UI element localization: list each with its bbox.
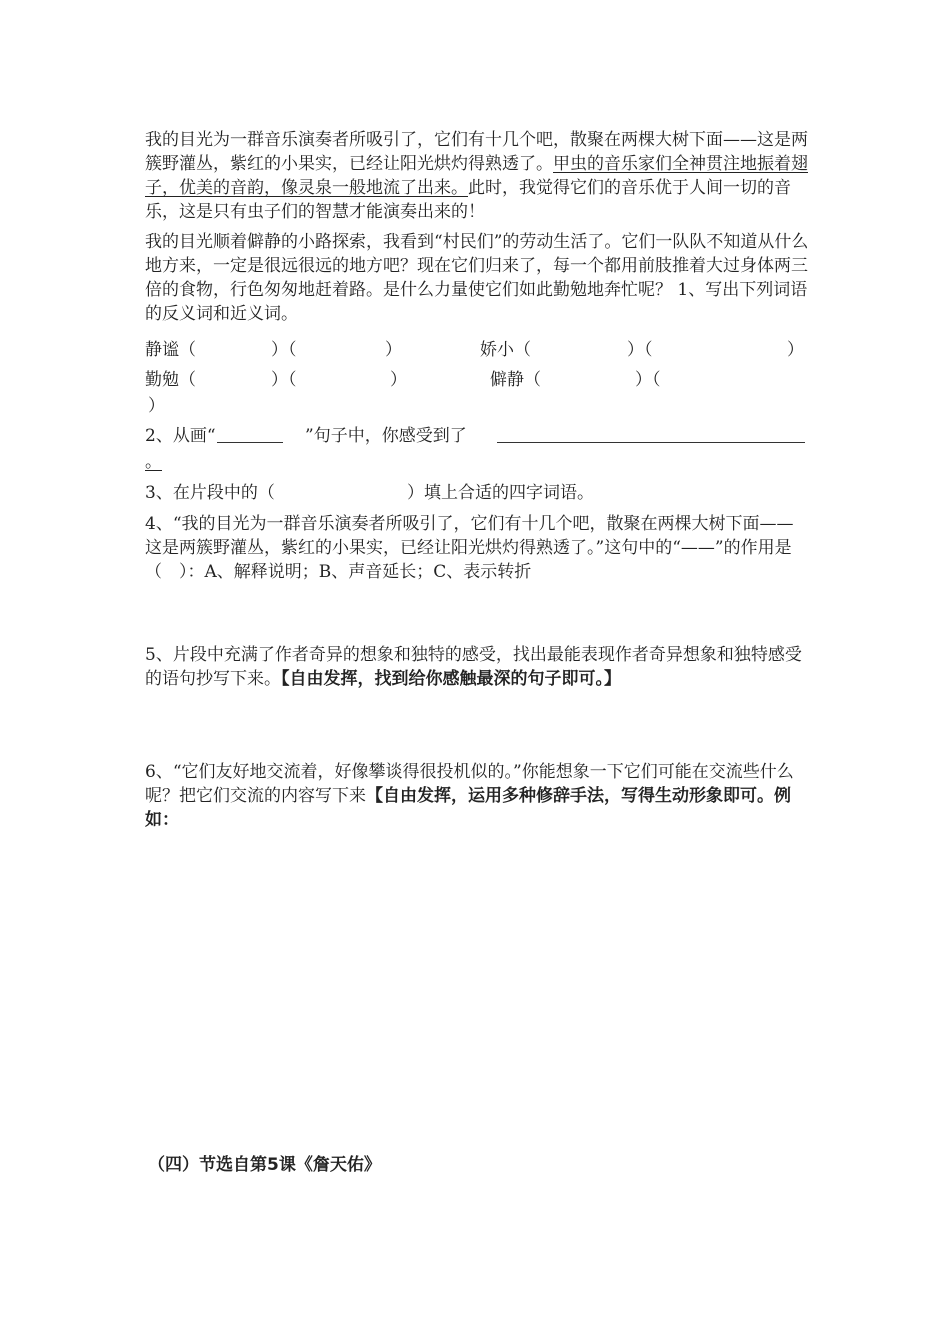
question-4: 4、“我的目光为一群音乐演奏者所吸引了，它们有十几个吧，散聚在两棵大树下面——这是两簇野灌丛，紫红的小果实，已经让阳光烘灼得熟透了。”这句中的“——”的作用是（ ）：A、解释说明；B、声音延长；C、表示转折	[145, 514, 794, 582]
q1-word: 娇小（	[480, 340, 531, 360]
q1-paren: ）	[787, 340, 804, 360]
q2-blank-short[interactable]	[217, 424, 283, 443]
q2-end: 。	[145, 452, 162, 472]
q1-row-2-wrap	[145, 394, 810, 418]
passage-text: 我的目光顺着僻静的小路探索，我看到“村民们”的劳动生活了。它们一队队不知道从什么地方来，一定是很远很远的地方吧？现在它们归来了，每一个都用前肢推着大过身体两三倍的食物，行色匆匆地赶着路。是什么力量使它们如此勤勉地奔忙呢？ 1、写出下列词语的反义词和近义词。	[145, 232, 809, 324]
q1-paren: ）	[385, 340, 402, 360]
q1-paren: ）（	[635, 370, 661, 390]
q2-blank-long[interactable]	[497, 424, 805, 443]
question-2	[145, 424, 810, 448]
q1-paren: ）（	[271, 340, 297, 360]
underlined-sentence: 甲虫的音乐家们全神贯注地振着翅子，优美的音韵，像灵泉一般地流了出来。	[145, 154, 808, 198]
passage-paragraph-2	[145, 230, 810, 326]
passage-text: 此时，我觉得它们的音乐优于人间一切的音乐，这是只有虫子们的智慧才能演奏出来的！	[145, 178, 791, 222]
q1-row-1	[145, 338, 810, 362]
q1-paren: ）（	[627, 340, 653, 360]
q6-answer: 【自由发挥，运用多种修辞手法，写得生动形象即可。例如：	[145, 786, 791, 830]
q1-paren: ）（	[271, 370, 297, 390]
q1-word: 僻静（	[490, 370, 541, 390]
question-5	[145, 643, 810, 691]
q1-word: 勤勉（	[145, 370, 196, 390]
passage-paragraph-1	[145, 128, 810, 224]
section-4-title: （四）节选自第5课《詹天佑》	[148, 1155, 381, 1175]
q5-text: 5、片段中充满了作者奇异的想象和独特的感受，找出最能表现作者奇异想象和独特感受的语句抄写下来。	[145, 645, 802, 689]
question-3	[145, 481, 810, 505]
q5-answer: 【自由发挥，找到给你感触最深的句子即可。】	[281, 669, 621, 689]
passage-text: 我的目光为一群音乐演奏者所吸引了，它们有十几个吧，散聚在两棵大树下面——这是两簇野灌丛，紫红的小果实，已经让阳光烘灼得熟透了。	[145, 130, 808, 174]
q1-paren: ）	[148, 396, 165, 416]
q3-suffix: ）填上合适的四字词语。	[407, 483, 594, 503]
q1-word: 静谧（	[145, 340, 196, 360]
q3-prefix: 3、在片段中的（	[145, 483, 275, 503]
q6-text: 6、“它们友好地交流着，好像攀谈得很投机似的。”你能想象一下它们可能在交流些什么呢？把它们交流的内容写下来	[145, 762, 794, 806]
q1-paren: ）	[390, 370, 407, 390]
question-6	[145, 760, 810, 832]
q1-row-2	[145, 368, 810, 392]
q2-prefix: 2、从画“	[145, 426, 216, 446]
question-2-end	[145, 450, 810, 474]
q2-mid: ”句子中，你感受到了	[305, 426, 467, 446]
